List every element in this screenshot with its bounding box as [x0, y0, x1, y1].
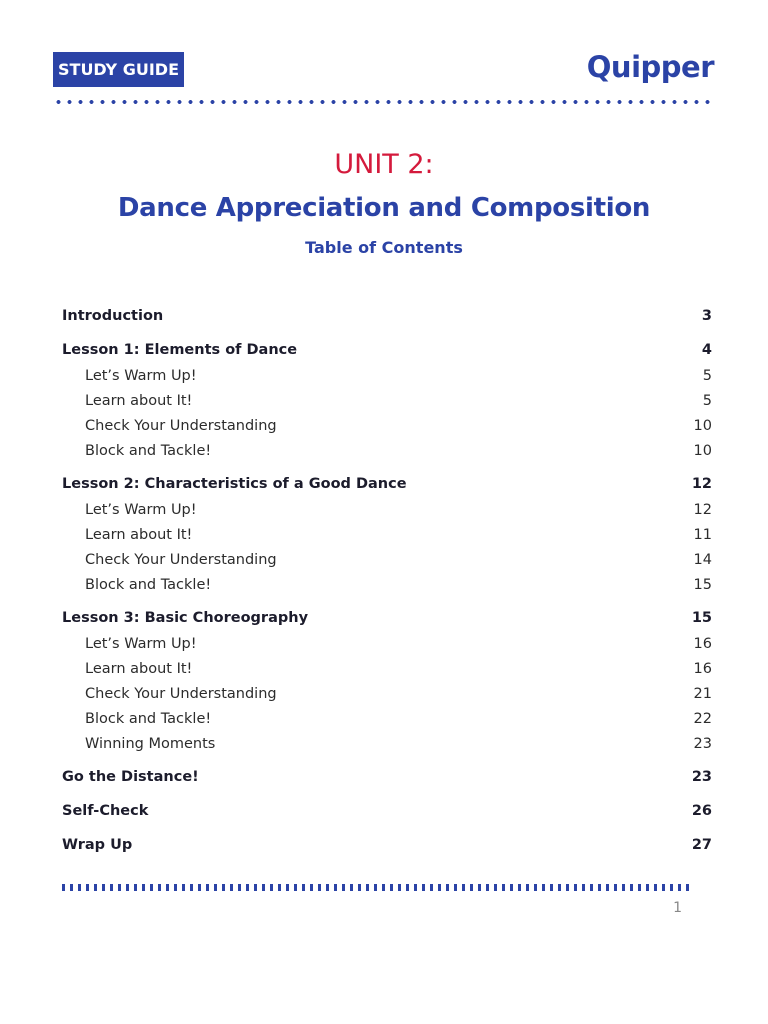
toc-entry-label: Block and Tackle! — [85, 576, 212, 593]
toc-entry-label: Learn about It! — [85, 526, 193, 543]
toc-entry-label: Lesson 3: Basic Choreography — [62, 610, 309, 626]
toc-entry-page: 3 — [701, 308, 712, 324]
toc-entry-label: Let’s Warm Up! — [85, 501, 197, 518]
toc-entry-label: Let’s Warm Up! — [85, 367, 197, 384]
toc-entry-label: Learn about It! — [85, 660, 193, 677]
toc-entry-page: 16 — [693, 635, 712, 652]
toc-entry-page: 11 — [693, 526, 712, 543]
toc-entry-page: 5 — [702, 367, 712, 384]
toc-subentry[interactable] — [62, 706, 712, 731]
toc-subentry[interactable] — [62, 656, 712, 681]
toc-entry-self-check[interactable] — [62, 798, 712, 824]
toc-subentry[interactable] — [62, 363, 712, 388]
toc-entry-label: Winning Moments — [85, 735, 216, 752]
toc-entry-label: Block and Tackle! — [85, 442, 212, 459]
toc-subentry[interactable] — [62, 547, 712, 572]
toc-entry-introduction[interactable] — [62, 303, 712, 329]
toc-subentry[interactable] — [62, 497, 712, 522]
toc-entry-page: 4 — [701, 342, 712, 358]
toc-subentry[interactable] — [62, 388, 712, 413]
toc-subentry[interactable] — [62, 438, 712, 463]
toc-entry-label: Wrap Up — [62, 837, 133, 853]
toc-entry-go-the-distance[interactable] — [62, 764, 712, 790]
toc-entry-label: Lesson 1: Elements of Dance — [62, 342, 298, 358]
toc-entry-label: Learn about It! — [85, 392, 193, 409]
toc-entry-page: 10 — [693, 417, 712, 434]
toc-subentry[interactable] — [62, 522, 712, 547]
toc-heading: Table of Contents — [305, 238, 463, 257]
toc-entry-label: Self-Check — [62, 803, 149, 819]
bottom-dotted-divider — [62, 884, 694, 891]
toc-entry-label: Introduction — [62, 308, 164, 324]
study-guide-badge: STUDY GUIDE — [53, 52, 184, 87]
toc-entry-page: 27 — [691, 837, 712, 853]
toc-entry-page: 16 — [693, 660, 712, 677]
toc-entry-page: 22 — [693, 710, 712, 727]
toc-entry-label: Block and Tackle! — [85, 710, 212, 727]
toc-entry-label: Lesson 2: Characteristics of a Good Dance — [62, 476, 407, 492]
toc-entry-page: 23 — [693, 735, 712, 752]
unit-label: UNIT 2: — [334, 149, 434, 180]
toc-entry-page: 14 — [693, 551, 712, 568]
toc-entry-page: 15 — [693, 576, 712, 593]
toc-entry-page: 10 — [693, 442, 712, 459]
toc-entry-page: 15 — [691, 610, 712, 626]
toc-entry-page: 26 — [691, 803, 712, 819]
top-dotted-divider — [53, 100, 715, 104]
toc-subentry[interactable] — [62, 681, 712, 706]
toc-entry-page: 5 — [702, 392, 712, 409]
toc-entry-label: Let’s Warm Up! — [85, 635, 197, 652]
toc-entry-lesson-2[interactable] — [62, 471, 712, 497]
toc-subentry[interactable] — [62, 631, 712, 656]
table-of-contents — [62, 303, 712, 858]
toc-entry-label: Check Your Understanding — [85, 551, 277, 568]
toc-subentry[interactable] — [62, 731, 712, 756]
quipper-logo: Quipper — [586, 50, 714, 84]
toc-entry-page: 21 — [693, 685, 712, 702]
toc-subentry[interactable] — [62, 413, 712, 438]
toc-entry-label: Check Your Understanding — [85, 685, 277, 702]
toc-entry-lesson-3[interactable] — [62, 605, 712, 631]
toc-entry-page: 23 — [691, 769, 712, 785]
toc-entry-lesson-1[interactable] — [62, 337, 712, 363]
toc-entry-page: 12 — [693, 501, 712, 518]
toc-entry-label: Go the Distance! — [62, 769, 199, 785]
toc-entry-page: 12 — [691, 476, 712, 492]
page-title: Dance Appreciation and Composition — [117, 193, 651, 223]
toc-subentry[interactable] — [62, 572, 712, 597]
toc-entry-wrap-up[interactable] — [62, 832, 712, 858]
page-number: 1 — [673, 900, 682, 916]
toc-entry-label: Check Your Understanding — [85, 417, 277, 434]
